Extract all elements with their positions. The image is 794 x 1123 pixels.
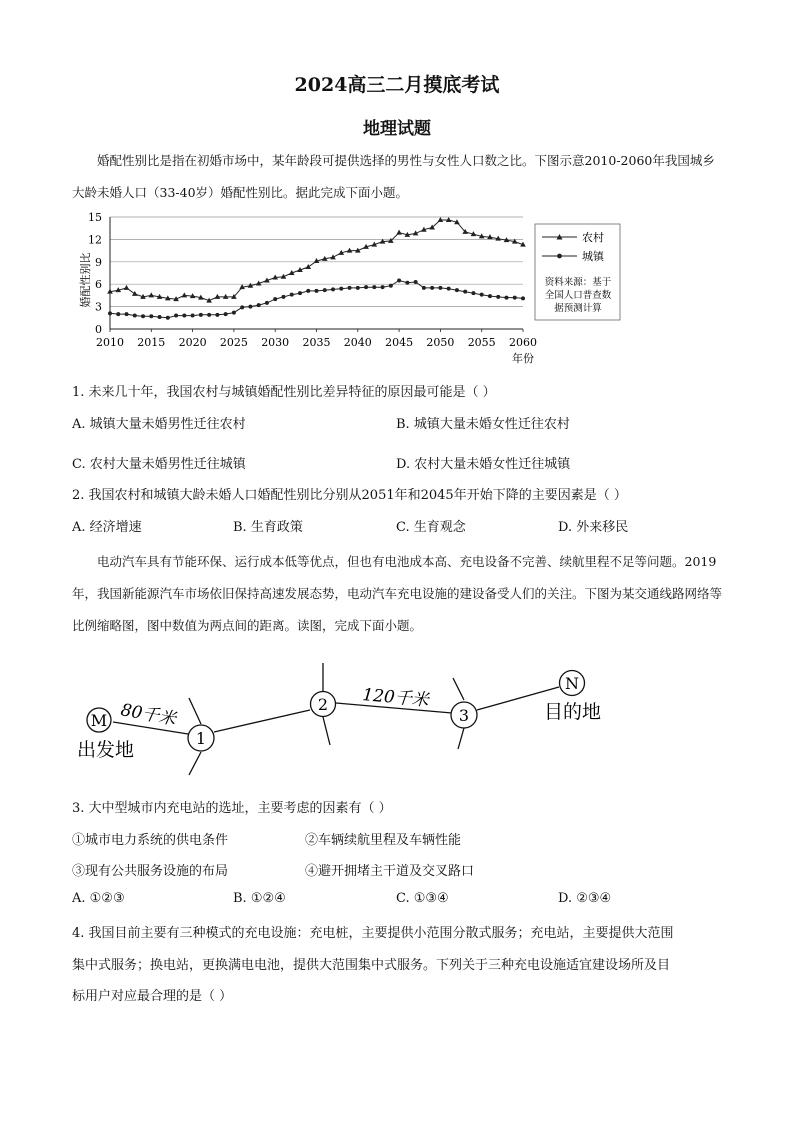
urban-point <box>463 290 467 294</box>
urban-point <box>290 293 294 297</box>
urban-point <box>149 314 153 318</box>
q3-item-1: ①城市电力系统的供电条件 <box>72 833 229 848</box>
route-network-map <box>60 660 620 780</box>
urban-point <box>323 288 327 292</box>
q3-option-a: A. ①②③ <box>72 891 125 906</box>
x-tick-label: 2055 <box>467 336 496 349</box>
y-tick-label: 15 <box>88 211 102 224</box>
y-tick-label: 6 <box>95 278 102 292</box>
chart-ticks <box>88 211 537 349</box>
q3-item-2: ②车辆续航里程及车辆性能 <box>305 833 462 848</box>
legend-rural: 农村 <box>582 231 604 244</box>
q3-item-4: ④避开拥堵主干道及交叉路口 <box>305 864 475 879</box>
urban-point <box>496 295 500 299</box>
rural-point <box>223 294 229 299</box>
sex-ratio-chart <box>72 206 632 372</box>
rural-point <box>446 217 452 222</box>
x-axis-label: 年份 <box>512 352 534 365</box>
end-label: 目的地 <box>544 701 602 723</box>
x-tick-label: 2045 <box>385 336 414 349</box>
distance-2-3: 120千米 <box>361 685 430 711</box>
source-note-3: 据预测计算 <box>554 303 602 314</box>
node-3-label: 3 <box>458 706 470 725</box>
q3-item-3: ③现有公共服务设施的布局 <box>72 864 229 879</box>
urban-point <box>447 287 451 291</box>
urban-point <box>273 297 277 301</box>
urban-point <box>174 314 178 318</box>
urban-point <box>414 280 418 284</box>
urban-point <box>339 287 343 291</box>
urban-point <box>191 314 195 318</box>
urban-point <box>372 285 376 289</box>
question-4-line-2: 集中式服务；换电站，更换满电电池，提供大范围集中式服务。下列关于三种充电设施适宜建设场所及目 <box>72 958 671 973</box>
urban-point <box>397 278 401 282</box>
passage-2: 电动汽车具有节能环保、运行成本低等优点，但也有电池成本高、充电设备不完善、续航里程不足等问题。2019年，我国新能源汽车市场依旧保持高速发展态势，电动汽车充电设施的建设备受人们的关注。下图为某交通线路网络等比例缩略图，图中数值为两点间的距离。读图，完成下面小题。 <box>72 554 723 633</box>
urban-point <box>331 287 335 291</box>
node-n-label: N <box>565 674 579 693</box>
urban-point <box>471 291 475 295</box>
urban-point <box>348 286 352 290</box>
legend-circle-marker <box>557 254 562 259</box>
urban-point <box>438 286 442 290</box>
question-2-stem: 2. 我国农村和城镇大龄未婚人口婚配性别比分别从2051年和2045年开始下降的主要因素是（ ） <box>72 488 627 503</box>
x-tick-label: 2040 <box>343 336 372 349</box>
urban-point <box>422 286 426 290</box>
source-note-1: 资料来源：基于 <box>544 277 612 288</box>
urban-point <box>224 312 228 316</box>
q1-option-a: A. 城镇大量未婚男性迁往农村 <box>72 417 246 432</box>
urban-point <box>381 285 385 289</box>
urban-point <box>298 291 302 295</box>
exam-title: 2024高三二月摸底考试 <box>294 74 500 96</box>
question-3-stem: 3. 大中型城市内充电站的选址，主要考虑的因素有（ ） <box>72 801 392 816</box>
question-4-line-1: 4. 我国目前主要有三种模式的充电设施：充电桩，主要提供小范围分散式服务；充电站，主要提供大范围 <box>72 926 674 941</box>
q2-option-c: C. 生育观念 <box>396 520 466 535</box>
start-label: 出发地 <box>77 739 135 761</box>
urban-point <box>513 296 517 300</box>
passage-1: 婚配性别比是指在初婚市场中，某年龄段可提供选择的男性与女性人口数之比。下图示意2010-2060年我国城乡大龄未婚人口（33-40岁）婚配性别比。据此完成下面小题。 <box>72 153 715 200</box>
urban-point <box>356 286 360 290</box>
urban-point <box>306 289 310 293</box>
q3-option-c: C. ①③④ <box>396 891 449 906</box>
urban-point <box>232 311 236 315</box>
subject-title: 地理试题 <box>363 119 431 139</box>
urban-point <box>315 289 319 293</box>
chart-series <box>107 217 526 320</box>
y-tick-label: 12 <box>88 233 102 247</box>
urban-point <box>108 311 112 315</box>
q2-option-a: A. 经济增速 <box>72 520 142 535</box>
q1-option-d: D. 农村大量未婚女性迁往城镇 <box>396 457 571 472</box>
urban-point <box>182 314 186 318</box>
rural-point <box>124 285 130 290</box>
node-1-label: 1 <box>195 729 207 748</box>
urban-point <box>265 301 269 305</box>
y-tick-label: 9 <box>95 255 102 269</box>
node-m-label: M <box>90 711 108 730</box>
urban-point <box>455 288 459 292</box>
legend-urban: 城镇 <box>582 250 604 263</box>
chart-legend <box>535 224 620 320</box>
urban-point <box>430 286 434 290</box>
rural-point <box>182 292 188 297</box>
urban-point <box>480 293 484 297</box>
urban-point <box>125 312 129 316</box>
q2-option-b: B. 生育政策 <box>233 520 303 535</box>
rural-point <box>396 230 402 235</box>
q3-option-b: B. ①②④ <box>233 891 286 906</box>
rural-point <box>149 292 155 297</box>
urban-point <box>158 315 162 319</box>
x-tick-label: 2035 <box>302 336 331 349</box>
urban-point <box>281 295 285 299</box>
q3-option-d: D. ②③④ <box>558 891 612 906</box>
y-tick-label: 3 <box>95 300 102 314</box>
urban-point <box>521 296 525 300</box>
urban-point <box>215 313 219 317</box>
x-tick-label: 2020 <box>178 336 207 349</box>
urban-point <box>166 316 170 320</box>
urban-point <box>207 313 211 317</box>
rural-point <box>330 254 336 259</box>
q1-option-c: C. 农村大量未婚男性迁往城镇 <box>72 457 246 472</box>
x-tick-label: 2010 <box>96 336 124 349</box>
urban-point <box>364 285 368 289</box>
urban-point <box>389 284 393 288</box>
urban-point <box>504 296 508 300</box>
x-tick-label: 2050 <box>426 336 455 349</box>
q2-option-d: D. 外来移民 <box>558 520 629 535</box>
y-axis-label: 婚配性别比 <box>79 252 92 308</box>
urban-point <box>257 303 261 307</box>
question-1-stem: 1. 未来几十年，我国农村与城镇婚配性别比差异特征的原因最可能是（ ） <box>72 385 496 400</box>
node-2-label: 2 <box>317 695 329 714</box>
distance-m-1: 80千米 <box>119 700 178 730</box>
urban-point <box>405 281 409 285</box>
urban-point <box>116 312 120 316</box>
urban-point <box>133 314 137 318</box>
urban-point <box>199 313 203 317</box>
rural-point <box>305 264 311 269</box>
urban-point <box>240 305 244 309</box>
rural-point <box>438 217 444 222</box>
urban-point <box>141 314 145 318</box>
source-note-2: 全国人口普查数 <box>544 290 612 301</box>
x-tick-label: 2025 <box>219 336 248 349</box>
x-tick-label: 2030 <box>261 336 290 349</box>
urban-point <box>248 305 252 309</box>
q1-option-b: B. 城镇大量未婚女性迁往农村 <box>396 417 570 432</box>
rural-point <box>215 294 221 299</box>
rural-point <box>132 291 138 296</box>
x-tick-label: 2060 <box>509 336 537 349</box>
urban-point <box>488 294 492 298</box>
y-tick-label: 0 <box>95 323 102 336</box>
question-4-line-3: 标用户对应最合理的是（ ） <box>72 989 233 1004</box>
chart-grid <box>110 217 523 332</box>
x-tick-label: 2015 <box>137 336 166 349</box>
